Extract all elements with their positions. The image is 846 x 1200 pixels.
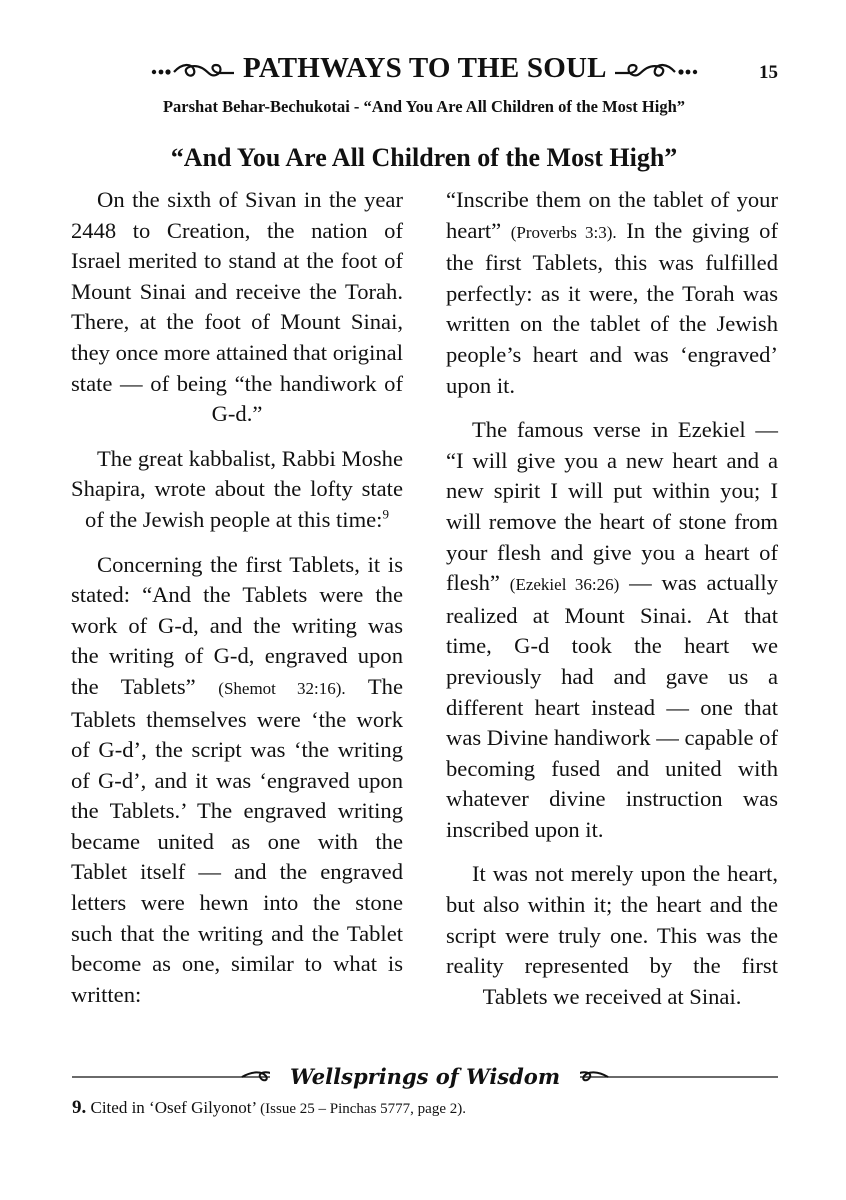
paragraph-text: “Inscribe them on the tablet of your heart” bbox=[446, 187, 778, 243]
article-title: “And You Are All Children of the Most High” bbox=[170, 143, 678, 172]
right-flourish-icon bbox=[613, 59, 699, 81]
paragraph bbox=[71, 444, 403, 536]
left-flourish-icon bbox=[150, 59, 236, 81]
paragraph-text: Concerning the first Tablets, it is stated: “And the Tablets were the work of G-d, and the writing was the writing of G-d, engraved upon the Tablets” bbox=[71, 551, 403, 699]
footnote-source: (Issue 25 – Pinchas 5777, page 2). bbox=[260, 1101, 466, 1117]
paragraph: On the sixth of Sivan in the year 2448 to Creation, the nation of Israel merited to stand at the foot of Mount Sinai and receive the Torah. There, at the foot of Mount Sinai, they once more attained that original state — of being “the handiwork of G-d.” bbox=[71, 187, 403, 427]
paragraph-text: The famous verse in Ezekiel — “I will give you a new heart and a new spirit I will put within you; I will remove the heart of stone from your flesh and give you a heart of flesh” bbox=[446, 417, 778, 596]
header-title-text: PATHWAYS TO THE SOUL bbox=[242, 52, 606, 84]
page-number: 15 bbox=[759, 62, 778, 83]
right-column bbox=[446, 185, 778, 1026]
paragraph: It was not merely upon the heart, but also within it; the heart and the script were truly one. This was the reality represented by the first Tablets we received at Sinai. bbox=[446, 861, 778, 1009]
footnote-text: Cited in ‘Osef Gilyonot’ bbox=[90, 1098, 256, 1117]
paragraph bbox=[446, 415, 778, 845]
paragraph bbox=[71, 550, 403, 1011]
footnote-marker: 9 bbox=[382, 506, 389, 522]
paragraph-text: The great kabbalist, Rabbi Moshe Shapira, wrote about the lofty state of the Jewish people at this time: bbox=[71, 445, 403, 532]
paragraph bbox=[446, 185, 778, 401]
paragraph-text: The Tablets themselves were ‘the work of G-d’, the script was ‘the writing of G-d’, and it was ‘engraved upon the Tablets.’ The engraved writing became united as one with the Tablet itself — and the engraved letters were hewn into the stone such that the writing and the Tablet become as one, similar to what is written: bbox=[71, 673, 403, 1007]
parsha-subheader: Parshat Behar-Bechukotai - “And You Are All Children of the Most High” bbox=[162, 97, 686, 116]
left-column bbox=[71, 185, 403, 1024]
running-header bbox=[70, 52, 778, 88]
footnote-number: 9. bbox=[72, 1097, 87, 1118]
footer-label: Wellsprings of Wisdom bbox=[270, 1064, 580, 1089]
footnote bbox=[72, 1097, 778, 1119]
citation: (Proverbs 3:3). bbox=[510, 222, 617, 242]
citation: (Ezekiel 36:26) bbox=[509, 575, 620, 595]
header-title-row bbox=[70, 52, 778, 85]
paragraph-text: In the giving of the first Tablets, this was fulfilled perfectly: as it were, the Torah was written on the tablet of the Jewish people’s heart and was ‘engraved’ upon it. bbox=[446, 217, 778, 398]
citation: (Shemot 32:16). bbox=[218, 678, 346, 698]
paragraph-text: — was actually realized at Mount Sinai. At that time, G-d took the heart we previously had and gave us a different heart instead — one that was Divine handiwork — capable of becoming fused and united with whatever divine instruction was inscribed upon it. bbox=[446, 570, 779, 842]
